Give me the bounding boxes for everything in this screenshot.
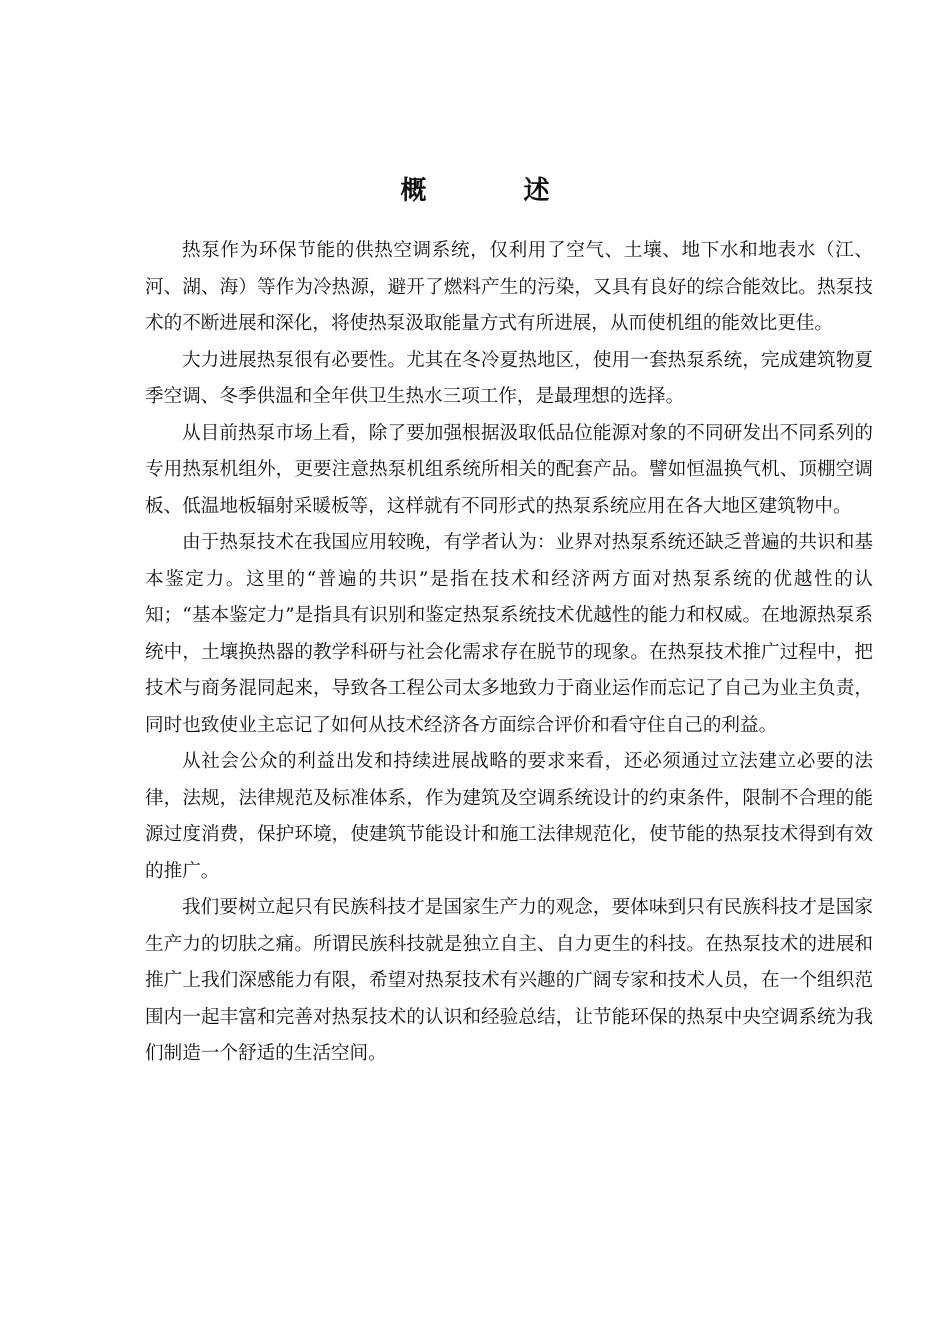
page-title: 概 述 bbox=[400, 176, 594, 207]
paragraph-6: 我们要树立起只有民族科技才是国家生产力的观念，要体味到只有民族科技才是国家生产力的切肤之痛。所谓民族科技就是独立自主、自力更生的科技。在热泵技术的进展和推广上我们深感能力有限，希望对热泵技术有兴趣的广阔专家和技术人员，在一个组织范围内一起丰富和完善对热泵技术的认识和经验总结，让节能环保的热泵中央空调系统为我们制造一个舒适的生活空间。 bbox=[145, 897, 873, 1064]
paragraph-2: 大力进展热泵很有必要性。尤其在冬冷夏热地区，使用一套热泵系统，完成建筑物夏季空调、冬季供温和全年供卫生热水三项工作，是最理想的选择。 bbox=[145, 349, 873, 407]
paragraph-1: 热泵作为环保节能的供热空调系统，仅利用了空气、土壤、地下水和地表水（江、河、湖、海）等作为冷热源，避开了燃料产生的污染，又具有良好的综合能效比。热泵技术的不断进展和深化，将使热泵汲取能量方式有所进展，从而使机组的能效比更佳。 bbox=[145, 240, 873, 334]
paragraph-3: 从目前热泵市场上看，除了要加强根据汲取低品位能源对象的不同研发出不同系列的专用热泵机组外，更要注意热泵机组系统所相关的配套产品。譬如恒温换气机、顶棚空调板、低温地板辐射采暖板等，这样就有不同形式的热泵系统应用在各大地区建筑物中。 bbox=[145, 422, 873, 517]
paragraph-5: 从社会公众的利益出发和持续进展战略的要求来看，还必须通过立法建立必要的法律，法规，法律规范及标准体系，作为建筑及空调系统设计的约束条件，限制不合理的能源过度消费，保护环境，使建筑节能设计和施工法律规范化，使节能的热泵技术得到有效的推广。 bbox=[145, 751, 873, 882]
paragraph-4: 由于热泵技术在我国应用较晚，有学者认为：业界对热泵系统还缺乏普遍的共识和基本鉴定力。这里的“普遍的共识”是指在技术和经济两方面对热泵系统的优越性的认知；“基本鉴定力”是指具有识别和鉴定热泵系统技术优越性的能力和权威。在地源热泵系统中，土壤换热器的教学科研与社会化需求存在脱节的现象。在热泵技术推广过程中，把技术与商务混同起来，导致各工程公司太多地致力于商业运作而忘记了自己为业主负责，同时也致使业主忘记了如何从技术经济各方面综合评价和看守住自己的利益。 bbox=[145, 532, 873, 736]
document-body bbox=[145, 233, 873, 1073]
